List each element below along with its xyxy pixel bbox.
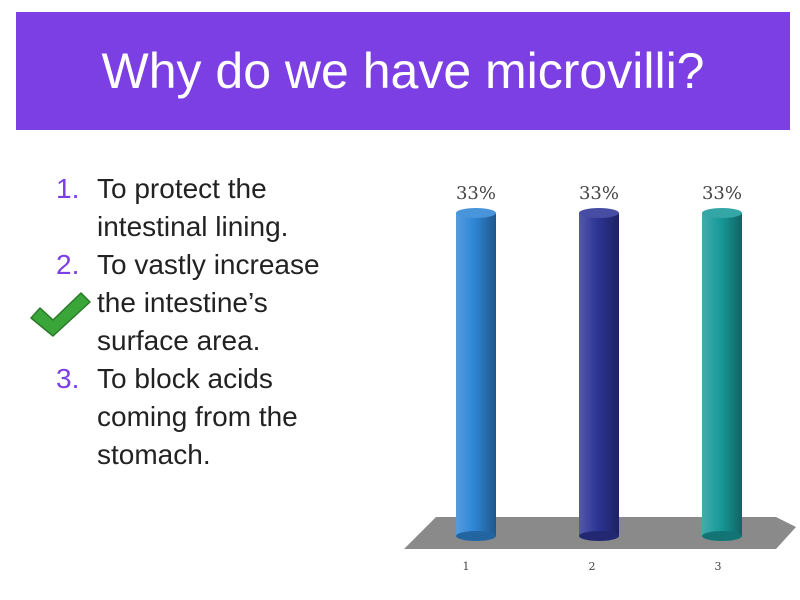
bar-1 <box>456 213 496 536</box>
answer-line: stomach. <box>97 439 211 470</box>
answer-list <box>52 170 372 474</box>
category-label-1: 1 <box>462 560 470 573</box>
checkmark-icon <box>28 290 92 338</box>
title-bar <box>16 12 790 130</box>
answer-item-3 <box>52 360 372 474</box>
answer-item-1 <box>52 170 372 246</box>
bar-top-cap-2 <box>579 208 619 218</box>
slide-title: Why do we have microvilli? <box>101 43 705 99</box>
bar-chart <box>396 160 796 580</box>
answer-item-2 <box>52 246 372 360</box>
value-label-3: 33% <box>701 183 743 204</box>
answer-line: intestinal lining. <box>97 211 289 242</box>
bar-top-cap-1 <box>456 208 496 218</box>
answer-line: To protect the <box>97 173 267 204</box>
answer-number: 1. <box>56 173 80 204</box>
answer-number: 3. <box>56 363 80 394</box>
bar-bottom-cap-3 <box>702 531 742 541</box>
answer-line: To vastly increase <box>97 249 320 280</box>
answer-line: the intestine’s <box>97 287 268 318</box>
bar-2 <box>579 213 619 536</box>
bar-bottom-cap-1 <box>456 531 496 541</box>
answer-line: To block acids <box>97 363 273 394</box>
value-label-1: 33% <box>455 183 497 204</box>
value-label-2: 33% <box>578 183 620 204</box>
bar-top-cap-3 <box>702 208 742 218</box>
answer-line: coming from the <box>97 401 298 432</box>
category-label-2: 2 <box>588 560 596 573</box>
bar-3 <box>702 213 742 536</box>
bar-bottom-cap-2 <box>579 531 619 541</box>
category-label-3: 3 <box>714 560 722 573</box>
answer-number: 2. <box>56 249 80 280</box>
answer-line: surface area. <box>97 325 261 356</box>
